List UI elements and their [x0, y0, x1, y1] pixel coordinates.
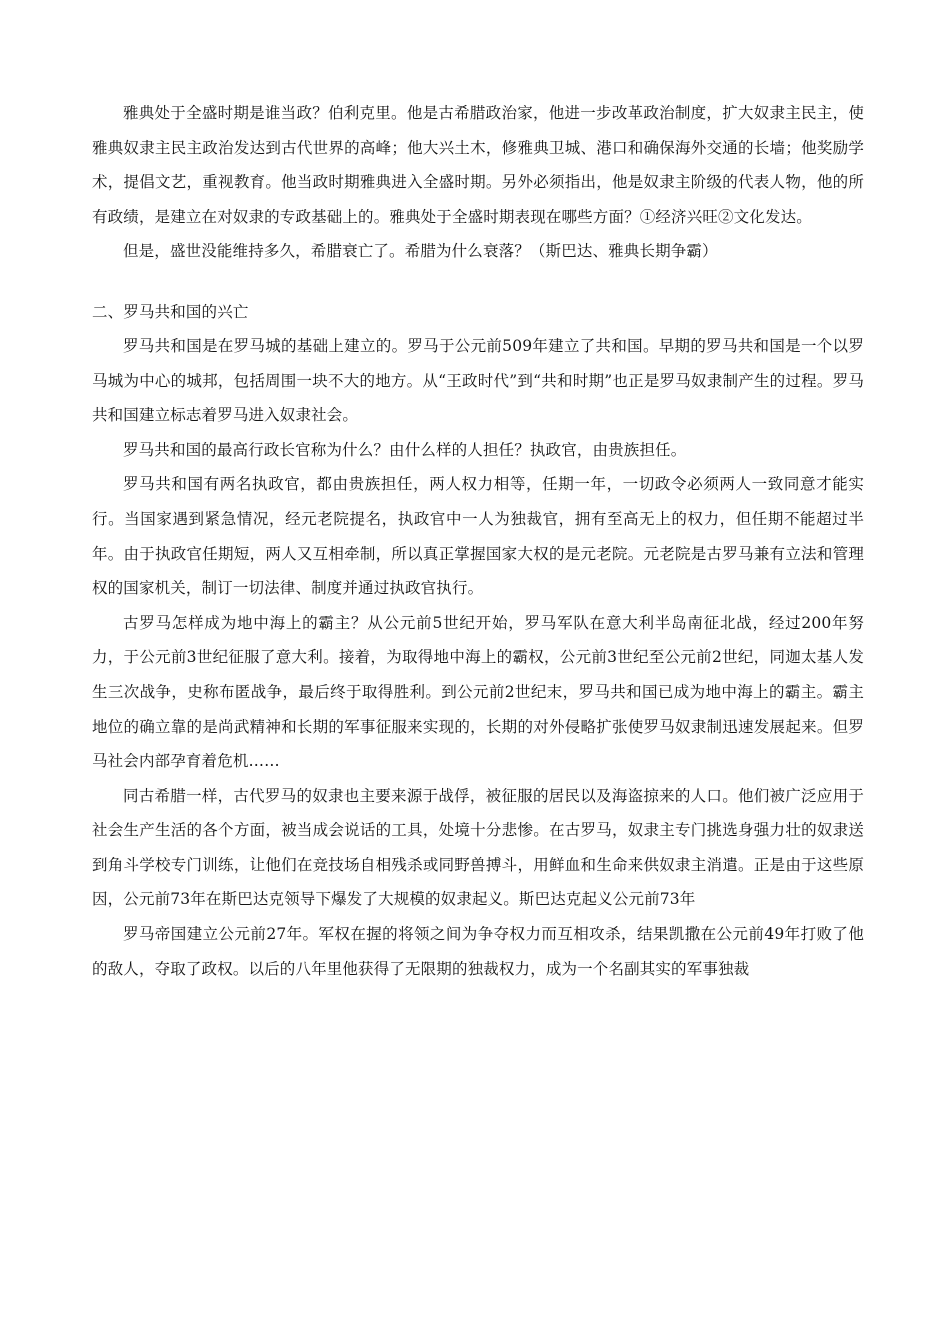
- paragraph-roman-empire: 罗马帝国建立公元前27年。军权在握的将领之间为争夺权力而互相攻杀，结果凯撒在公元前49年打败了他的敌人，夺取了政权。以后的八年里他获得了无限期的独裁权力，成为一个名副其实的军事独裁: [92, 925, 864, 978]
- document-body: [92, 96, 864, 986]
- paragraph-greece-decline: 但是，盛世没能维持多久，希腊衰亡了。希腊为什么衰落？（斯巴达、雅典长期争霸）: [123, 242, 718, 261]
- section-heading: 二、罗马共和国的兴亡: [92, 302, 249, 321]
- paragraph-consuls-senate: 罗马共和国有两名执政官，都由贵族担任，两人权力相等，任期一年，一切政令必须两人一致同意才能实行。当国家遇到紧急情况，经元老院提名，执政官中一人为独裁官，拥有至高无上的权力，但任期不能超过半年。由于执政官任期短，两人又互相牵制，所以真正掌握国家大权的是元老院。元老院是古罗马兼有立法和管理权的国家机关，制订一切法律、制度并通过执政官执行。: [92, 475, 864, 598]
- section-spacer: [92, 269, 864, 295]
- paragraph-consul-question: 罗马共和国的最高行政长官称为什么？由什么样的人担任？执政官，由贵族担任。: [123, 440, 687, 459]
- paragraph-athens-pericles: 雅典处于全盛时期是谁当政？伯利克里。他是古希腊政治家，他进一步改革政治制度，扩大奴隶主民主，使雅典奴隶主民主政治发达到古代世界的高峰；他大兴土木，修雅典卫城、港口和确保海外交通的长墙；他奖励学术，提倡文艺，重视教育。他当政时期雅典进入全盛时期。另外必须指出，他是奴隶主阶级的代表人物，他的所有政绩，是建立在对奴隶的专政基础上的。雅典处于全盛时期表现在哪些方面？①经济兴旺②文化发达。: [92, 104, 864, 226]
- paragraph-mediterranean-hegemony: 古罗马怎样成为地中海上的霸主？从公元前5世纪开始，罗马军队在意大利半岛南征北战，经过200年努力，于公元前3世纪征服了意大利。接着，为取得地中海上的霸权，公元前3世纪至公元前2世纪，同迦太基人发生三次战争，史称布匿战争，最后终于取得胜利。到公元前2世纪末，罗马共和国已成为地中海上的霸主。霸主地位的确立靠的是尚武精神和长期的军事征服来实现的，长期的对外侵略扩张使罗马奴隶制迅速发展起来。但罗马社会内部孕育着危机……: [92, 613, 864, 771]
- paragraph-roman-republic-founding: 罗马共和国是在罗马城的基础上建立的。罗马于公元前509年建立了共和国。早期的罗马共和国是一个以罗马城为中心的城邦，包括周围一块不大的地方。从“王政时代”到“共和时期”也正是罗马奴隶制产生的过程。罗马共和国建立标志着罗马进入奴隶社会。: [92, 336, 864, 425]
- paragraph-slaves-spartacus: 同古希腊一样，古代罗马的奴隶也主要来源于战俘，被征服的居民以及海盗掠来的人口。他们被广泛应用于社会生产生活的各个方面，被当成会说话的工具，处境十分悲惨。在古罗马，奴隶主专门挑选身强力壮的奴隶送到角斗学校专门训练，让他们在竞技场自相残杀或同野兽搏斗，用鲜血和生命来供奴隶主消遣。正是由于这些原因，公元前73年在斯巴达克领导下爆发了大规模的奴隶起义。斯巴达克起义公元前73年: [92, 786, 864, 909]
